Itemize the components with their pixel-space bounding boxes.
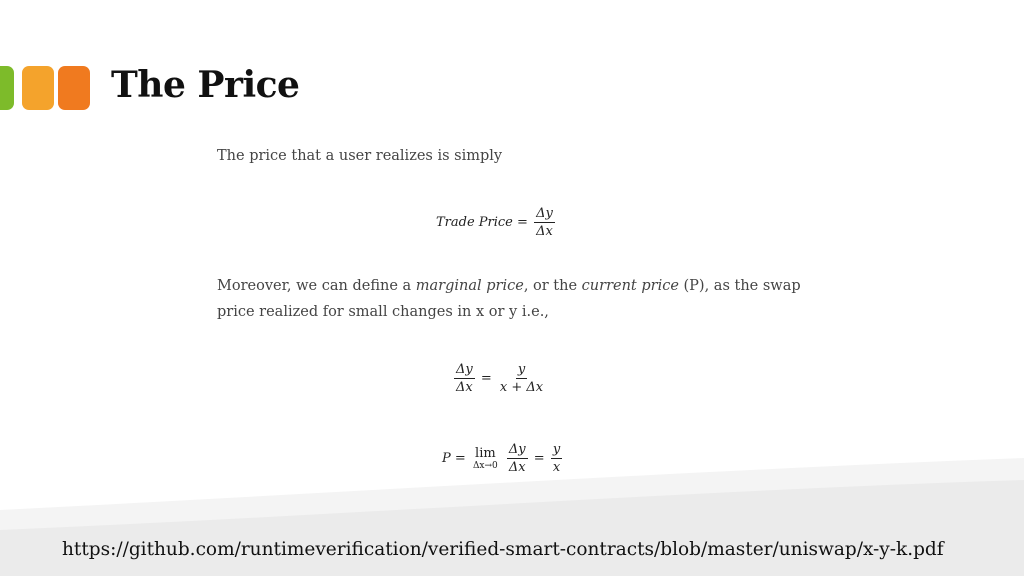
logo-tile-yellow [22,66,54,110]
paragraph-line-2: price realized for small changes in x or y i.e., [217,304,549,320]
result-denominator: x [552,460,561,475]
limit-label: lim [475,446,496,461]
equals-sign: = [517,215,528,230]
lhs-denominator: Δx [456,380,473,395]
equals-sign: = [480,371,492,386]
fraction-numerator: Δy [536,206,553,221]
lhs-fraction [454,362,475,395]
logo-tile-orange [58,66,90,110]
limit-subscript: Δx→0 [472,461,498,471]
marginal-price-term: marginal price [415,278,524,294]
lhs-numerator: Δy [456,362,473,377]
limit-denominator: Δx [508,460,526,475]
paragraph-part-3: (P), as the swap [678,278,801,294]
price-symbol: P [442,451,451,466]
paragraph-part-2: , or the [523,278,582,294]
slide-title: The Price [111,64,300,106]
rhs-numerator: y [517,362,526,377]
trade-price-equation [436,206,557,239]
marginal-equation [452,362,547,395]
equals-sign: = [533,451,545,466]
source-link[interactable]: https://github.com/runtimeverification/verified-smart-contracts/blob/master/uniswap/x-y-k.pdf [62,539,944,560]
equals-sign: = [454,451,466,466]
trade-price-label: Trade Price [436,215,513,230]
rhs-denominator: x + Δx [499,380,544,395]
fraction-denominator: Δx [536,224,553,239]
current-price-term: current price [581,278,679,294]
intro-text: The price that a user realizes is simply [217,148,503,164]
paragraph-part-1: Moreover, we can define a [217,278,416,294]
limit-numerator: Δy [508,442,526,457]
logo-tile-green [0,66,14,110]
delta-fraction [534,206,555,239]
rhs-fraction [498,362,545,395]
result-numerator: y [552,442,561,457]
paragraph-line-1 [217,278,801,294]
